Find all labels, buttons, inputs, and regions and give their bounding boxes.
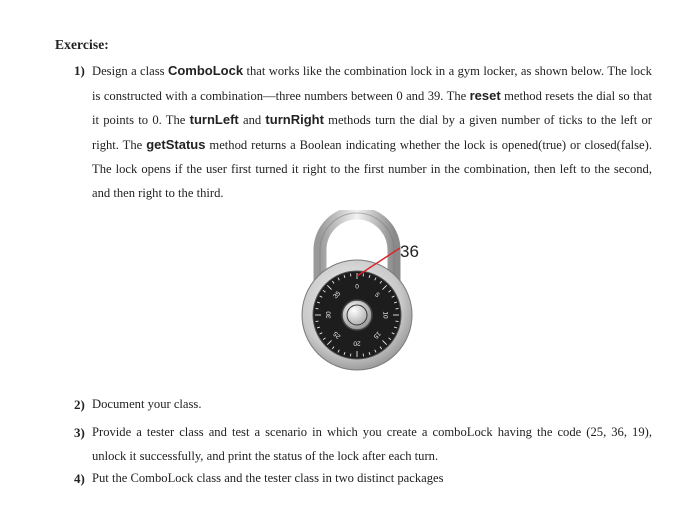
code-turnright: turnRight: [265, 112, 324, 128]
item-2-number: 2): [74, 397, 85, 412]
code-combolock: ComboLock: [167, 63, 244, 78]
item-4-number: 4): [74, 471, 85, 486]
code-getstatus: getStatus: [146, 137, 206, 153]
dial-number: 35: [332, 290, 343, 301]
exercise-heading: Exercise:: [55, 37, 109, 52]
item-1-text-part: that works like the combination lock in a gym locker, as shown below. The lock is constructed with a combination—three numbers between 0 and 39. The: [92, 64, 652, 103]
item-3-number: 3): [74, 425, 85, 440]
pointer-label: 36: [400, 242, 419, 261]
dial-number: 5: [373, 291, 381, 299]
item-1-text-part: Design a class: [92, 64, 168, 78]
code-reset: reset: [469, 87, 501, 103]
dial-number: 10: [381, 311, 389, 319]
dial-number: 20: [353, 339, 361, 347]
item-1-text-part: method returns a Boolean indicating whether the lock is opened(true) or closed(false). The lock opens if the user first turned it right to the first number in the combination, then left to the second, and then right to the third.: [92, 138, 652, 200]
item-4-text: Put the ComboLock class and the tester class in two distinct packages: [92, 471, 444, 485]
dial-number: 15: [371, 329, 382, 340]
item-1-text-part: methods turn the dial by a given number of ticks to the left or right. The: [92, 113, 652, 153]
item-1-number: 1): [74, 63, 85, 78]
code-turnleft: turnLeft: [189, 112, 239, 128]
item-1-text: [92, 59, 652, 205]
item-1-text-part: method resets the dial so that it points to 0. The: [92, 88, 652, 128]
dial-number: 25: [332, 329, 343, 340]
dial-number: 0: [355, 283, 359, 291]
combination-lock-image: [290, 210, 450, 380]
item-2-text: Document your class.: [92, 397, 202, 411]
dial-number: 30: [325, 311, 333, 319]
item-3-text: Provide a tester class and test a scenario in which you create a comboLock having the code (25, 36, 19), unlock it successfully, and print the status of the lock after each turn.: [92, 425, 652, 463]
item-1-text-part: and: [238, 113, 266, 128]
